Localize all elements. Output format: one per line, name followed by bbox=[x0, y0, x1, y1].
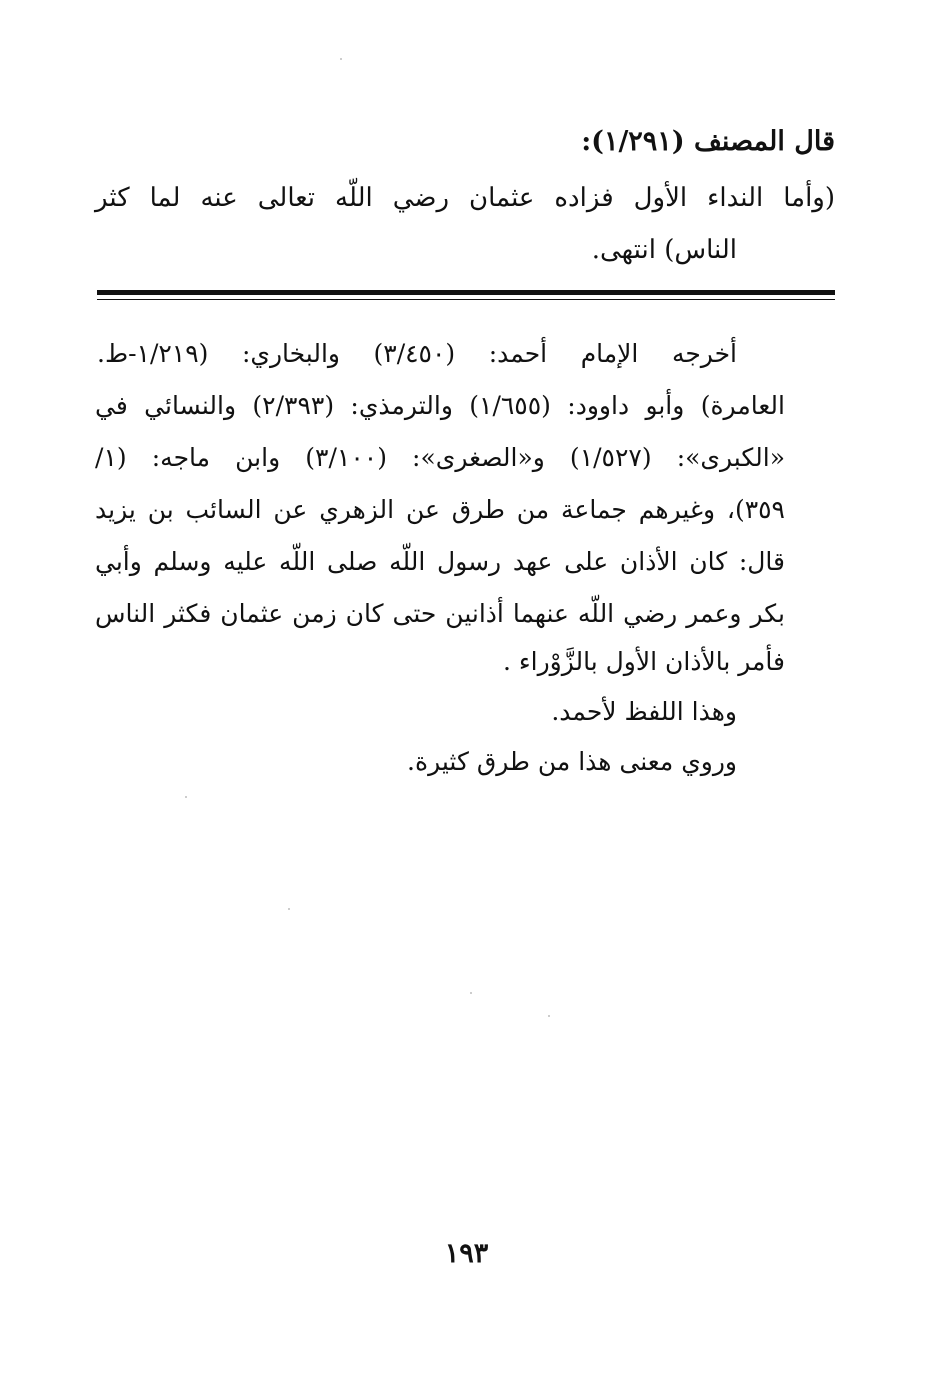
commentary-line-7: فأمر بالأذان الأول بالزَّوْراء . bbox=[502, 647, 785, 676]
commentary-line-1: أخرجه الإمام أحمد: (٣/٤٥٠) والبخاري: (١/٢١٩-ط. bbox=[97, 339, 737, 368]
quote-line-1: (وأما النداء الأول فزاده عثمان رضي اللّه تعالى عنه لما كثر bbox=[95, 183, 835, 213]
commentary-line-6: بكر وعمر رضي اللّه عنهما أذانين حتى كان زمن عثمان فكثر الناس bbox=[95, 599, 785, 628]
section-heading: قال المصنف (١/٢٩١): bbox=[581, 126, 835, 157]
note-line-2: وروي معنى هذا من طرق كثيرة. bbox=[407, 747, 737, 776]
scan-speck bbox=[470, 992, 472, 994]
scan-speck bbox=[288, 908, 290, 910]
page-number: ١٩٣ bbox=[444, 1238, 489, 1269]
separator-rule-thick bbox=[97, 290, 835, 295]
scan-speck bbox=[548, 1015, 550, 1017]
commentary-line-3: «الكبرى»: (١/٥٢٧) و«الصغرى»: (٣/١٠٠) وابن ماجه: (١/ bbox=[95, 443, 785, 472]
quote-line-2: الناس) انتهى. bbox=[591, 235, 737, 265]
commentary-line-4: ٣٥٩)، وغيرهم جماعة من طرق عن الزهري عن السائب بن يزيد bbox=[95, 495, 785, 524]
commentary-line-2: العامرة) وأبو داوود: (١/٦٥٥) والترمذي: (٢/٣٩٣) والنسائي في bbox=[95, 391, 785, 420]
commentary-line-5: قال: كان الأذان على عهد رسول اللّه صلى اللّه عليه وسلم وأبي bbox=[95, 547, 785, 576]
note-line-1: وهذا اللفظ لأحمد. bbox=[551, 697, 737, 726]
separator-rule-thin bbox=[97, 299, 835, 300]
scan-speck bbox=[340, 58, 342, 60]
scan-speck bbox=[185, 796, 187, 798]
